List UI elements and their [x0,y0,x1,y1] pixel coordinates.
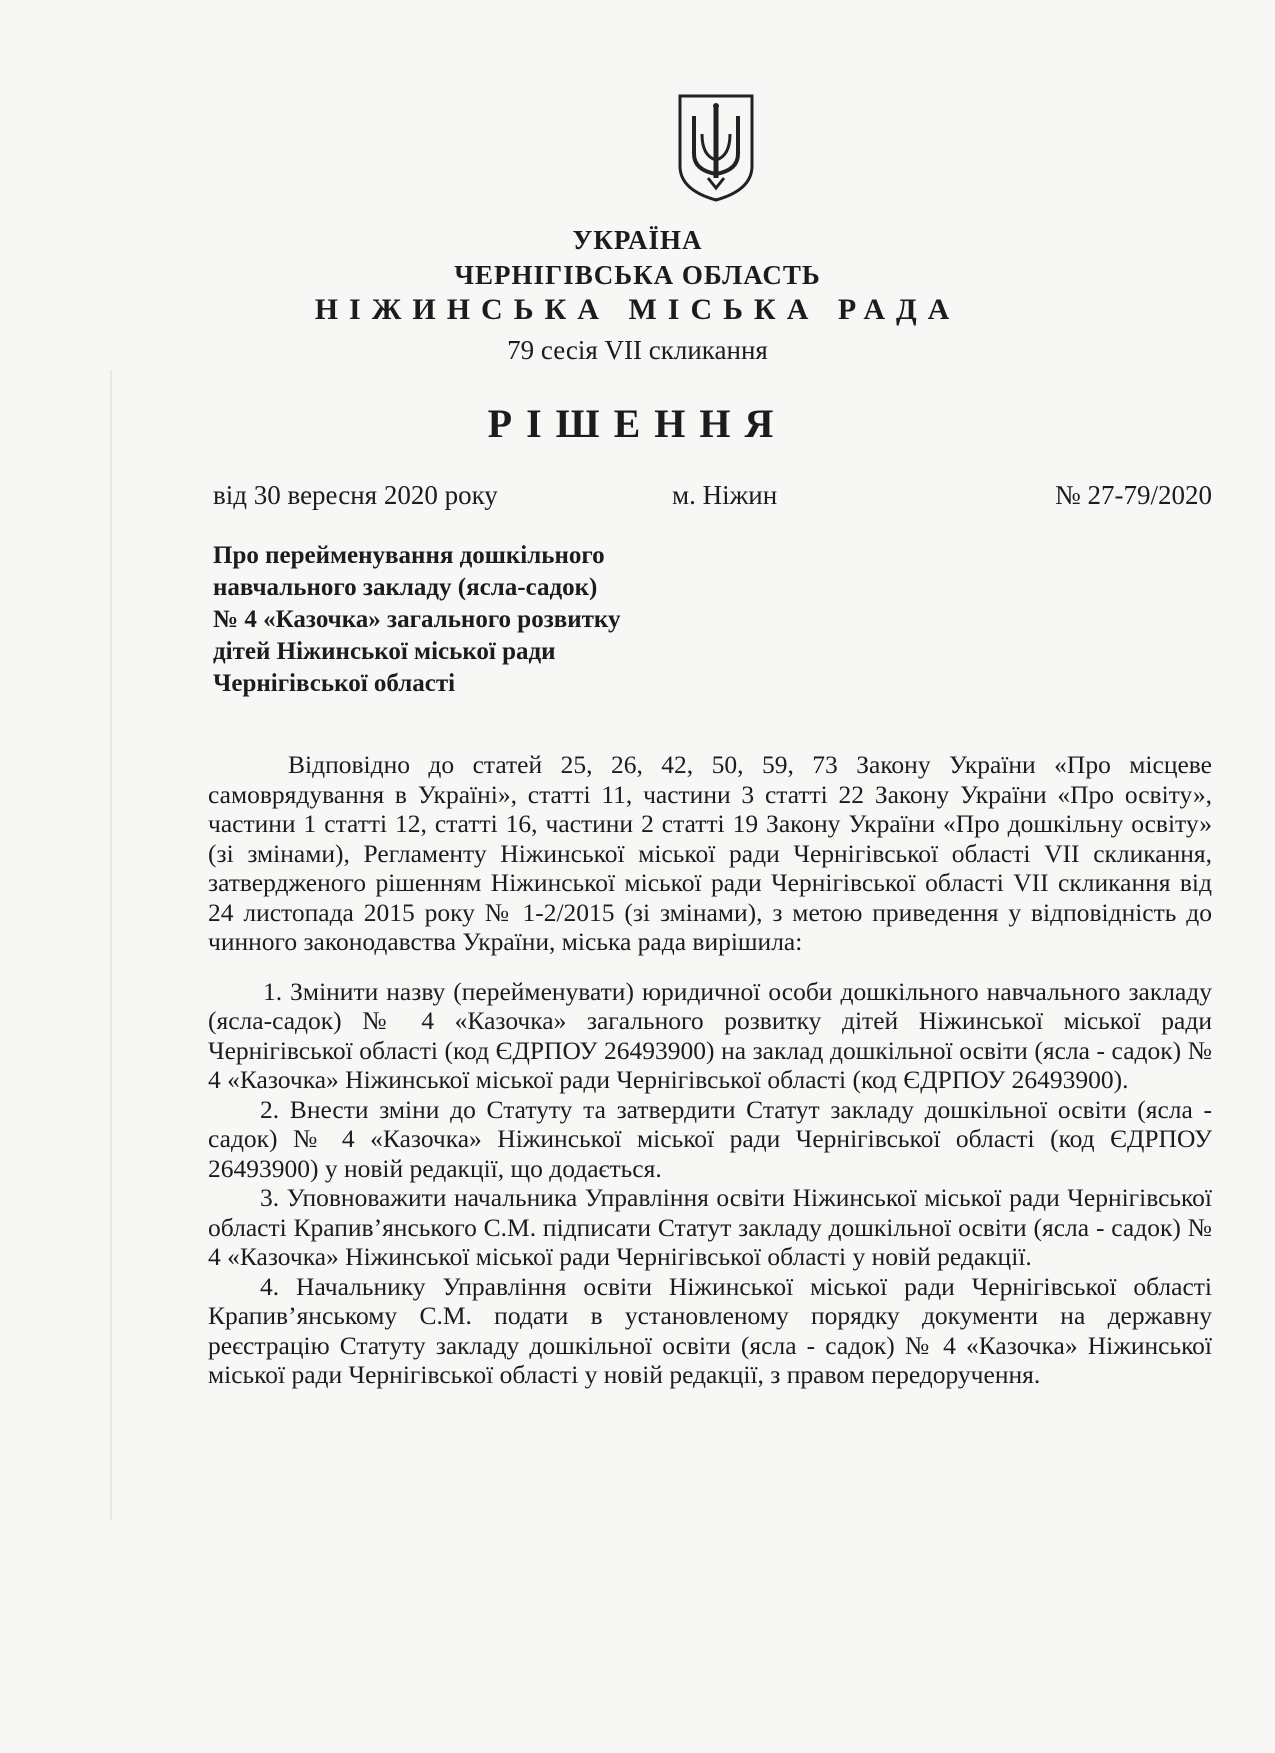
trident-coat-of-arms-icon [678,94,754,202]
subject-line: Про перейменування дошкільного [213,542,605,569]
session-title: 79 сесія VII скликання [507,335,768,365]
decision-date: від 30 вересня 2020 року [213,480,498,510]
resolution-item-3: 3. Уповноважити начальника Управління освіти Ніжинської міської ради Чернігівської області Крапив’янського С.М. підписати Статут закладу дошкільної освіти (ясла - садок) № 4 «Казочка» Ніжинської міської ради Чернігівської області у новій редакції. [208,1183,1212,1271]
scan-edge-mark [110,370,112,1520]
subject-line: навчального закладу (ясла-садок) [213,574,598,601]
decision-subject [213,540,773,700]
subject-line: № 4 «Казочка» загального розвитку [213,606,621,633]
preamble-paragraph: Відповідно до статей 25, 26, 42, 50, 59, 73 Закону України «Про місцеве самоврядування в Україні», статті 11, частини 3 статті 22 Закону України «Про освіту», частини 1 статті 12, статті 16, частини 2 статті 19 Закону України «Про дошкільну освіту» (зі змінами), Регламенту Ніжинської міської ради Чернігівської області VII скликання, затвердженого рішенням Ніжинської міської ради Чернігівської області VII скликання від 24 листопада 2015 року № 1-2/2015 (зі змінами), з метою приведення у відповідність до чинного законодавства України, міська рада вирішила: [208,750,1212,956]
council-title: НІЖИНСЬКА МІСЬКА РАДА [314,293,961,326]
oblast-title: ЧЕРНІГІВСЬКА ОБЛАСТЬ [454,260,821,290]
resolution-item-1: 1. Змінити назву (перейменувати) юридичної особи дошкільного навчального закладу (ясла-садок) № 4 «Казочка» загального розвитку дітей Ніжинської міської ради Чернігівської області (код ЄДРПОУ 26493900) на заклад дошкільної освіти (ясла - садок) № 4 «Казочка» Ніжинської міської ради Чернігівської області (код ЄДРПОУ 26493900). [208,976,1212,1094]
decision-city: м. Ніжин [672,480,778,510]
decision-number: № 27-79/2020 [1054,480,1212,510]
resolution-item-4: 4. Начальнику Управління освіти Ніжинської міської ради Чернігівської області Крапив’янському С.М. подати в установленому порядку документи на державну реєстрацію Статуту закладу дошкільної освіти (ясла - садок) № 4 «Казочка» Ніжинської міської ради Чернігівської області у новій редакції, з правом передоручення. [208,1271,1212,1389]
document-type-title: РІШЕННЯ [487,401,788,446]
decision-body [208,750,1212,1390]
subject-line: дітей Ніжинської міської ради [213,638,556,665]
subject-line: Чернігівської області [213,670,456,697]
resolution-item-2: 2. Внести зміни до Статуту та затвердити Статут закладу дошкільної освіти (ясла - садок) № 4 «Казочка» Ніжинської міської ради Чернігівської області (код ЄДРПОУ 26493900) у новій редакції, що додається. [208,1094,1212,1183]
country-title: УКРАЇНА [572,225,703,255]
